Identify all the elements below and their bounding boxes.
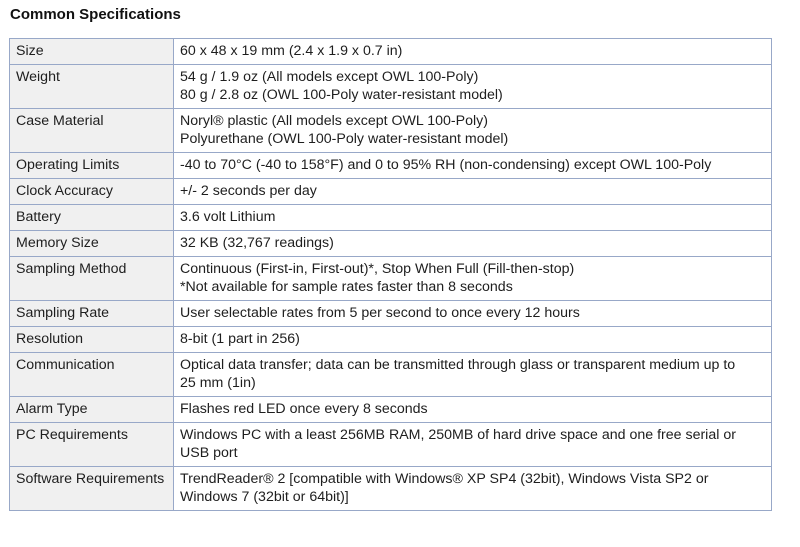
spec-label: Resolution	[10, 327, 174, 353]
spec-value-line: Continuous (First-in, First-out)*, Stop When Full (Fill-then-stop)	[180, 261, 575, 277]
spec-label: Operating Limits	[10, 153, 174, 179]
spec-value-line: 54 g / 1.9 oz (All models except OWL 100-Poly)	[180, 69, 479, 85]
spec-value-line: *Not available for sample rates faster than 8 seconds	[180, 279, 513, 295]
table-row	[10, 109, 772, 153]
spec-value-line: 60 x 48 x 19 mm (2.4 x 1.9 x 0.7 in)	[180, 43, 403, 59]
table-row	[10, 257, 772, 301]
specifications-table-body	[10, 39, 772, 511]
spec-value-line: 3.6 volt Lithium	[180, 209, 276, 225]
spec-value-line: 25 mm (1in)	[180, 375, 256, 391]
spec-value	[174, 301, 772, 327]
spec-label: Case Material	[10, 109, 174, 153]
spec-label: Battery	[10, 205, 174, 231]
spec-value	[174, 423, 772, 467]
table-row	[10, 327, 772, 353]
spec-value-line: 32 KB (32,767 readings)	[180, 235, 334, 251]
spec-value	[174, 257, 772, 301]
spec-value-line: +/- 2 seconds per day	[180, 183, 317, 199]
table-row	[10, 423, 772, 467]
table-row	[10, 397, 772, 423]
spec-value	[174, 353, 772, 397]
spec-label: Alarm Type	[10, 397, 174, 423]
spec-value	[174, 109, 772, 153]
spec-value-line: TrendReader® 2 [compatible with Windows® XP SP4 (32bit), Windows Vista SP2 or	[180, 471, 709, 487]
spec-label: Sampling Rate	[10, 301, 174, 327]
spec-value-line: Flashes red LED once every 8 seconds	[180, 401, 428, 417]
table-row	[10, 231, 772, 257]
spec-value	[174, 153, 772, 179]
table-row	[10, 65, 772, 109]
table-row	[10, 467, 772, 511]
table-row	[10, 153, 772, 179]
spec-value	[174, 327, 772, 353]
table-row	[10, 353, 772, 397]
spec-label: Weight	[10, 65, 174, 109]
spec-value-line: Optical data transfer; data can be transmitted through glass or transparent medium up to	[180, 357, 736, 373]
spec-value	[174, 179, 772, 205]
spec-value-line: User selectable rates from 5 per second to once every 12 hours	[180, 305, 580, 321]
table-row	[10, 39, 772, 65]
spec-label: Size	[10, 39, 174, 65]
spec-label: Software Requirements	[10, 467, 174, 511]
spec-label: PC Requirements	[10, 423, 174, 467]
spec-value-line: USB port	[180, 445, 238, 461]
spec-value	[174, 39, 772, 65]
spec-value	[174, 231, 772, 257]
table-row	[10, 301, 772, 327]
table-row	[10, 179, 772, 205]
spec-label: Sampling Method	[10, 257, 174, 301]
page-title: Common Specifications	[10, 6, 181, 23]
spec-value-line: 80 g / 2.8 oz (OWL 100-Poly water-resistant model)	[180, 87, 503, 103]
table-row	[10, 205, 772, 231]
spec-value-line: 8-bit (1 part in 256)	[180, 331, 300, 347]
spec-value-line: -40 to 70°C (-40 to 158°F) and 0 to 95% RH (non-condensing) except OWL 100-Poly	[180, 157, 712, 173]
spec-value-line: Windows PC with a least 256MB RAM, 250MB of hard drive space and one free serial or	[180, 427, 736, 443]
spec-value	[174, 65, 772, 109]
spec-label: Communication	[10, 353, 174, 397]
spec-value-line: Noryl® plastic (All models except OWL 100-Poly)	[180, 113, 488, 129]
spec-value	[174, 467, 772, 511]
spec-value	[174, 205, 772, 231]
spec-value-line: Windows 7 (32bit or 64bit)]	[180, 489, 349, 505]
spec-value	[174, 397, 772, 423]
spec-label: Clock Accuracy	[10, 179, 174, 205]
specifications-table	[9, 38, 772, 511]
spec-label: Memory Size	[10, 231, 174, 257]
spec-value-line: Polyurethane (OWL 100-Poly water-resistant model)	[180, 131, 509, 147]
